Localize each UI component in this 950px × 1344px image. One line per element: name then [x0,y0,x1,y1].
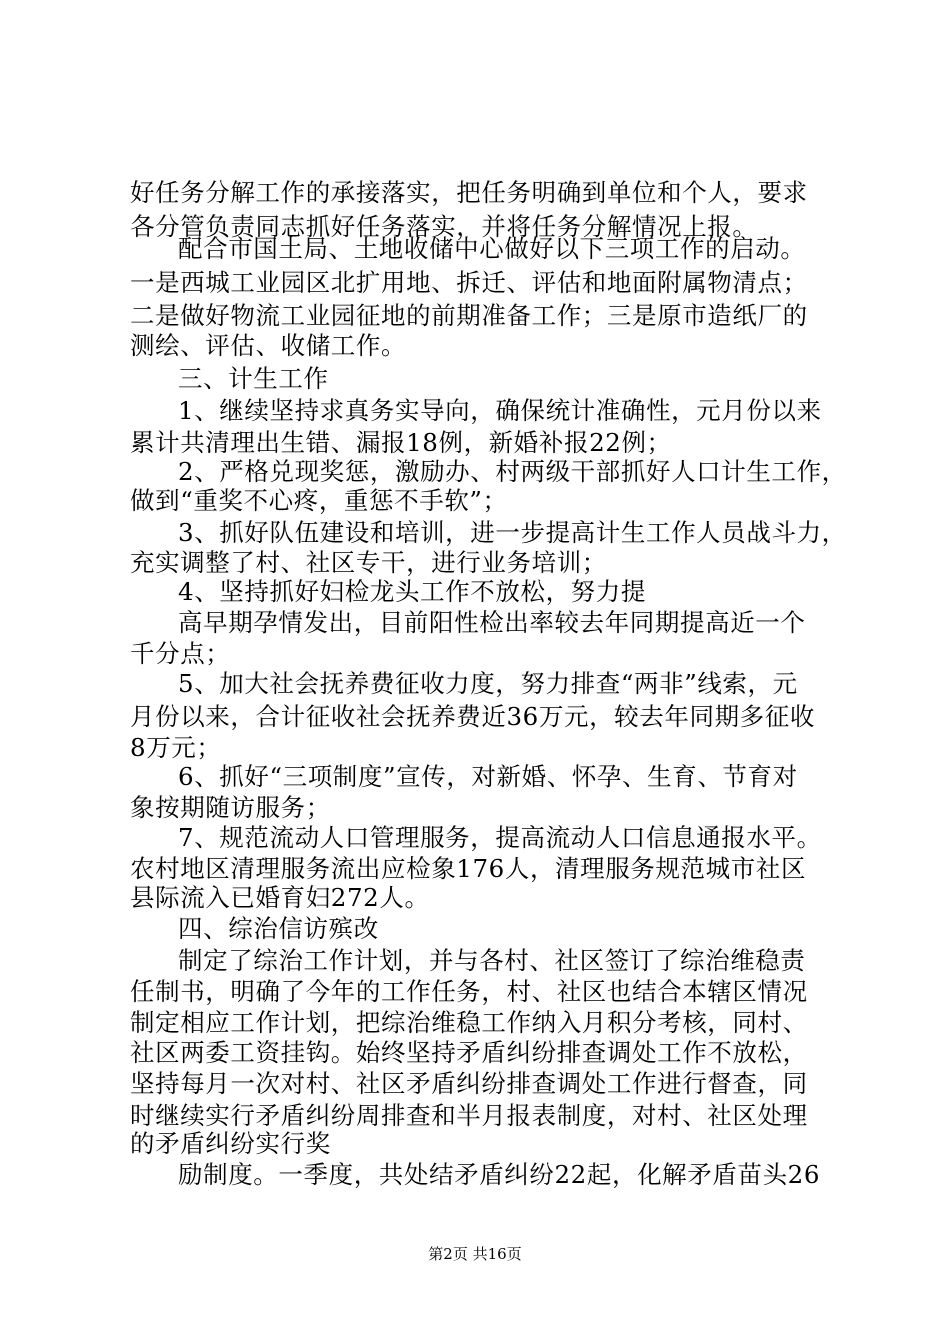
paragraph-line: 象按期随访服务； [130,793,331,822]
paragraph-line: 社区两委工资挂钩。始终坚持矛盾纠纷排查调处工作不放松， [130,1038,808,1067]
paragraph-line: 农村地区清理服务流出应检象176人，清理服务规范城市社区 [130,854,807,883]
paragraph-line: 励制度。一季度，共处结矛盾纠纷22起，化解矛盾苗头26 [178,1160,821,1189]
page-footer: 第2页 共16页 [428,1245,522,1263]
paragraph-line: 的矛盾纠纷实行奖 [130,1129,331,1158]
paragraph-line: 各分管负责同志抓好任务落实，并将任务分解情况上报。 [130,212,758,241]
paragraph-line: 月份以来，合计征收社会抚养费近36万元，较去年同期多征收 [130,702,815,731]
paragraph-line: 千分点； [130,639,231,668]
section-heading: 四、综治信访殡改 [178,914,379,943]
paragraph-line: 任制书，明确了今年的工作任务，村、社区也结合本辖区情况 [130,977,808,1006]
paragraph-line: 县际流入已婚育妇272人。 [130,883,430,912]
paragraph-line: 6、抓好“三项制度”宣传，对新婚、怀孕、生育、节育对 [178,762,798,791]
paragraph-line: 制定相应工作计划，把综治维稳工作纳入月积分考核，同村、 [130,1008,808,1037]
paragraph-line: 3、抓好队伍建设和培训，进一步提高计生工作人员战斗力， [178,518,847,547]
paragraph-line: 充实调整了村、社区专干，进行业务培训； [130,548,607,577]
paragraph-line: 好任务分解工作的承接落实，把任务明确到单位和个人，要求 [130,178,808,207]
paragraph-line: 制定了综治工作计划，并与各村、社区签订了综治维稳责 [178,946,806,975]
paragraph-line: 配合市国土局、土地收储中心做好以下三项工作的启动。 [178,234,806,263]
paragraph-line: 测绘、评估、收储工作。 [130,331,407,360]
paragraph-line: 累计共清理出生错、漏报18例，新婚补报22例； [130,428,672,457]
paragraph-line: 一是西城工业园区北扩用地、拆迁、评估和地面附属物清点； [130,268,808,297]
paragraph-line: 1、继续坚持求真务实导向，确保统计准确性，元月份以来 [178,396,822,425]
paragraph-line: 5、加大社会抚养费征收力度，努力排查“两非”线索，元 [178,669,798,698]
paragraph-line: 8万元； [130,733,222,762]
paragraph-line: 做到“重奖不心疼，重惩不手软”； [130,486,508,515]
paragraph-line: 时继续实行矛盾纠纷周排查和半月报表制度，对村、社区处理 [130,1101,808,1130]
paragraph-line: 2、严格兑现奖惩，激励办、村两级干部抓好人口计生工作， [178,457,847,486]
paragraph-line: 高早期孕情发出，目前阳性检出率较去年同期提高近一个 [178,608,806,637]
paragraph-line: 二是做好物流工业园征地的前期准备工作；三是原市造纸厂的 [130,301,808,330]
paragraph-line: 4、坚持抓好妇检龙头工作不放松，努力提 [178,577,646,606]
paragraph-line: 7、规范流动人口管理服务，提高流动人口信息通报水平。 [178,823,822,852]
paragraph-line: 坚持每月一次对村、社区矛盾纠纷排查调处工作进行督查，同 [130,1069,808,1098]
section-heading: 三、计生工作 [178,364,329,393]
